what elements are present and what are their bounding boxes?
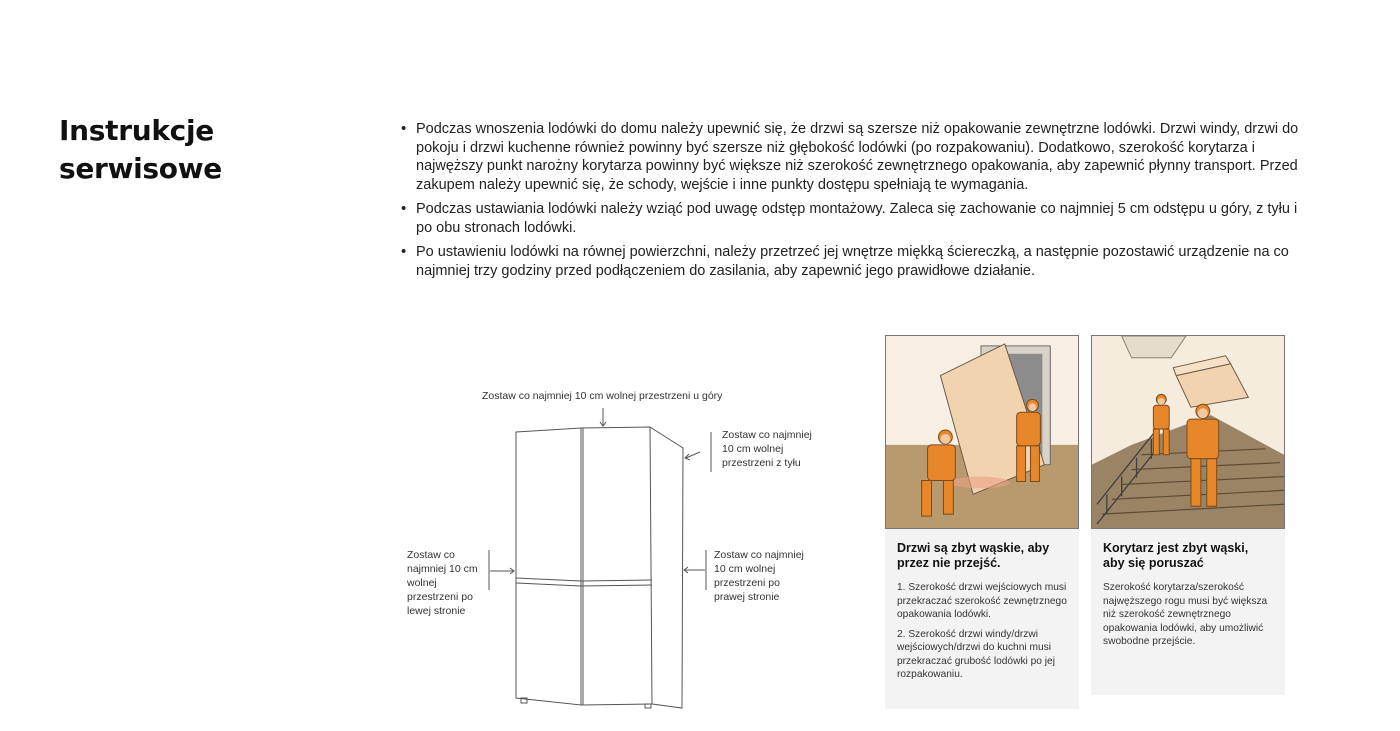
card-paragraph: 2. Szerokość drzwi windy/drzwi wejściowych/drzwi do kuchni musi przekraczać grubość lodówki po jej rozpakowaniu. (897, 628, 1055, 680)
title-line-2: serwisowe (59, 152, 222, 185)
instruction-item: • Po ustawieniu lodówki na równej powierzchni, należy przetrzeć jej wnętrze miękką ściereczką, a następnie pozostawić urządzenie na co najmniej trzy godziny przed podłączeniem do zasilania, aby zapewnić jego prawidłowe działanie. (398, 243, 1308, 280)
card-paragraph: 1. Szerokość drzwi wejściowych musi przekraczać szerokość zewnętrznego opakowania lodówki. (897, 582, 1067, 620)
card-title: Drzwi są zbyt wąskie, aby przez nie przejść. (897, 541, 1050, 570)
instruction-list (398, 120, 1308, 286)
right-clearance-label: Zostaw co najmniej 10 cm wolnej przestrzeni po prawej stronie (714, 549, 804, 603)
fridge-clearance-diagram (395, 380, 835, 720)
door-carry-illustration (885, 335, 1079, 529)
left-clearance-label: Zostaw co najmniej 10 cm wolnej przestrzeni po lewej stronie (407, 549, 478, 617)
narrow-door-card (885, 335, 1079, 709)
back-clearance-label: Zostaw co najmniej 10 cm wolnej przestrzeni z tyłu (722, 429, 812, 469)
card-title: Korytarz jest zbyt wąski, aby się poruszać (1103, 541, 1249, 570)
stairs-carry-illustration (1091, 335, 1285, 529)
title-line-1: Instrukcje (59, 114, 214, 147)
card-paragraph: Szerokość korytarza/szerokość najwęższego rogu musi być większa niż szerokość zewnętrznego opakowania lodówki, aby umożliwić swobodne przejście. (1103, 582, 1268, 647)
instruction-item: • Podczas ustawiania lodówki należy wziąć pod uwagę odstęp montażowy. Zaleca się zachowanie co najmniej 5 cm odstępu u góry, z tyłu i po obu stronach lodówki. (398, 200, 1308, 237)
top-clearance-label: Zostaw co najmniej 10 cm wolnej przestrzeni u góry (482, 390, 723, 402)
page-title (59, 112, 222, 188)
narrow-corridor-card (1091, 335, 1285, 695)
instruction-item: • Podczas wnoszenia lodówki do domu należy upewnić się, że drzwi są szersze niż opakowanie zewnętrzne lodówki. Drzwi windy, drzwi do pokoju i drzwi kuchenne również powinny być szersze niż głębokość lodówki (po rozpakowaniu). Dodatkowo, szerokość korytarza i najwęższy punkt narożny korytarza powinny być większe niż szerokość zewnętrznego opakowania, aby zapewnić płynny transport. Przed zakupem należy upewnić się, że schody, wejście i inne punkty dostępu spełniają te wymagania. (398, 120, 1308, 194)
